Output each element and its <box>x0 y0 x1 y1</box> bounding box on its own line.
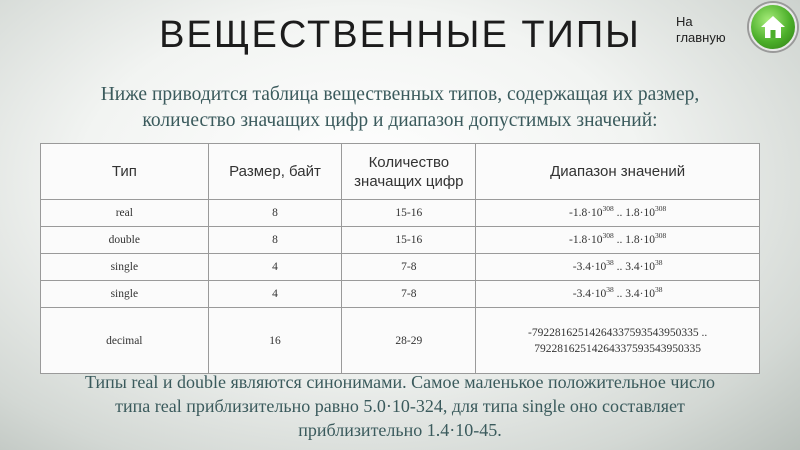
header-digits-line1: Количество <box>368 153 450 171</box>
cell-digits: 15-16 <box>342 200 476 227</box>
cell-size: 4 <box>208 254 342 281</box>
home-link-line1[interactable]: На <box>676 14 693 29</box>
cell-type: single <box>41 281 209 308</box>
cell-range: $-3.4\cdot 10^{38}$ .. $3.4\cdot 10^{38}$ <box>476 254 760 281</box>
cell-type: single <box>41 254 209 281</box>
home-button[interactable] <box>749 3 797 51</box>
cell-type: double <box>41 227 209 254</box>
header-size: Размер, байт <box>208 144 342 200</box>
real-types-table <box>40 143 760 374</box>
cell-size: 8 <box>208 200 342 227</box>
table-header-row <box>41 144 760 200</box>
home-icon <box>759 14 787 40</box>
cell-range <box>476 308 760 374</box>
home-link[interactable] <box>676 14 736 46</box>
cell-size: 8 <box>208 227 342 254</box>
outro-line1: Типы real и double являются синонимами. Самое маленькое положительное число <box>84 372 716 392</box>
table-row <box>41 200 760 227</box>
cell-digits: 15-16 <box>342 227 476 254</box>
outro-line2: типа real приблизительно равно 5.0·10-324, для типа single оно составляет <box>115 396 685 416</box>
cell-size: 4 <box>208 281 342 308</box>
cell-digits: 7-8 <box>342 254 476 281</box>
table-row <box>41 227 760 254</box>
cell-range: $-1.8\cdot 10^{308}$ .. $1.8\cdot 10^{308}$ <box>476 200 760 227</box>
page-title: ВЕЩЕСТВЕННЫЕ ТИПЫ <box>159 14 641 56</box>
cell-type: decimal <box>41 308 209 374</box>
header-range: Диапазон значений <box>476 144 760 200</box>
range-line2: 79228162514264337593543950335 <box>534 342 702 355</box>
cell-digits: 7-8 <box>342 281 476 308</box>
table-row-decimal <box>41 308 760 374</box>
cell-digits: 28-29 <box>342 308 476 374</box>
header-digits <box>342 144 476 200</box>
intro-text <box>20 82 780 134</box>
table-row <box>41 281 760 308</box>
home-link-line2[interactable]: главную <box>676 30 726 45</box>
intro-line1: Ниже приводится таблица вещественных типов, содержащая их размер, <box>100 84 700 105</box>
intro-line2: количество значащих цифр и диапазон допустимых значений: <box>142 110 658 131</box>
outro-line3: приблизительно 1.4·10-45. <box>298 420 502 440</box>
cell-range: $-3.4\cdot 10^{38}$ .. $3.4\cdot 10^{38}$ <box>476 281 760 308</box>
header-digits-line2: значащих цифр <box>354 172 464 190</box>
outro-text <box>10 370 790 442</box>
header-type: Тип <box>41 144 209 200</box>
cell-type: real <box>41 200 209 227</box>
range-line1: -79228162514264337593543950335 .. <box>528 326 708 339</box>
cell-size: 16 <box>208 308 342 374</box>
cell-range: $-1.8\cdot 10^{308}$ .. $1.8\cdot 10^{308}$ <box>476 227 760 254</box>
table-row <box>41 254 760 281</box>
